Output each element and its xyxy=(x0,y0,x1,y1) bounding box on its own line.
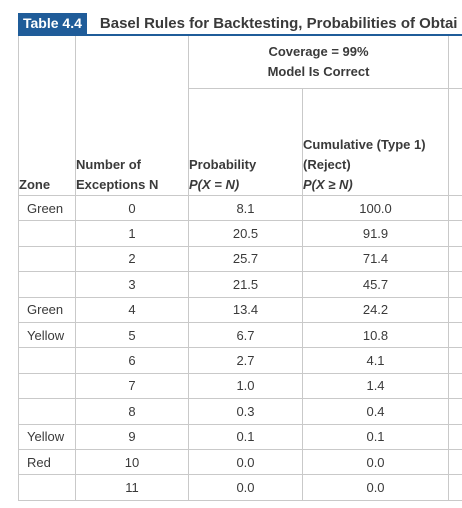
zone-header-label: Zone xyxy=(19,177,51,192)
exceptions-header-line2: Exceptions N xyxy=(76,177,159,192)
exceptions-cell: 0 xyxy=(76,196,189,221)
cumulative-header-line2: (Reject) xyxy=(303,157,351,172)
probability-cell: 0.0 xyxy=(189,475,303,500)
cumulative-cell: 91.9 xyxy=(303,221,449,246)
cumulative-cell: 4.1 xyxy=(303,348,449,373)
zone-cell: Green xyxy=(19,297,76,322)
clipped-cell xyxy=(449,196,462,221)
cumulative-cell: 24.2 xyxy=(303,297,449,322)
table-row xyxy=(19,399,462,424)
exceptions-cell: 9 xyxy=(76,424,189,449)
cumulative-cell: 0.0 xyxy=(303,475,449,500)
table-row xyxy=(19,475,462,500)
clipped-header-cell xyxy=(449,35,462,89)
zone-cell xyxy=(19,246,76,271)
exceptions-cell: 11 xyxy=(76,475,189,500)
zone-cell: Green xyxy=(19,196,76,221)
exceptions-cell: 4 xyxy=(76,297,189,322)
cumulative-cell: 71.4 xyxy=(303,246,449,271)
zone-cell xyxy=(19,475,76,500)
probability-cell: 8.1 xyxy=(189,196,303,221)
table-row xyxy=(19,221,462,246)
probability-cell: 13.4 xyxy=(189,297,303,322)
cumulative-cell: 0.0 xyxy=(303,449,449,474)
zone-cell xyxy=(19,221,76,246)
probability-header xyxy=(189,89,303,196)
table-row xyxy=(19,246,462,271)
zone-cell xyxy=(19,272,76,297)
zone-cell: Red xyxy=(19,449,76,474)
table-row xyxy=(19,449,462,474)
zone-cell: Yellow xyxy=(19,424,76,449)
cumulative-cell: 45.7 xyxy=(303,272,449,297)
zone-cell xyxy=(19,373,76,398)
exceptions-header-line1: Number of xyxy=(76,157,141,172)
table-body xyxy=(19,196,462,501)
probability-cell: 0.0 xyxy=(189,449,303,474)
exceptions-cell: 2 xyxy=(76,246,189,271)
probability-cell: 21.5 xyxy=(189,272,303,297)
clipped-cell xyxy=(449,246,462,271)
table-row xyxy=(19,348,462,373)
table-caption xyxy=(18,12,457,34)
table-row xyxy=(19,272,462,297)
clipped-cell xyxy=(449,348,462,373)
table-row xyxy=(19,196,462,221)
cumulative-header-line3: P(X ≥ N) xyxy=(303,177,353,192)
cumulative-header xyxy=(303,89,449,196)
cumulative-cell: 1.4 xyxy=(303,373,449,398)
clipped-cell xyxy=(449,475,462,500)
backtesting-table xyxy=(18,34,462,501)
clipped-cell xyxy=(449,322,462,347)
coverage-header-line1: Coverage = 99% xyxy=(268,44,369,59)
table-row xyxy=(19,424,462,449)
clipped-cell xyxy=(449,399,462,424)
probability-header-line1: Probability xyxy=(189,157,257,172)
clipped-cell xyxy=(449,373,462,398)
zone-cell xyxy=(19,399,76,424)
clipped-cell xyxy=(449,221,462,246)
exceptions-cell: 6 xyxy=(76,348,189,373)
exceptions-cell: 7 xyxy=(76,373,189,398)
coverage-header xyxy=(189,35,449,89)
exceptions-cell: 5 xyxy=(76,322,189,347)
exceptions-cell: 8 xyxy=(76,399,189,424)
clipped-cell xyxy=(449,424,462,449)
table-title: Basel Rules for Backtesting, Probabilities of Obtai xyxy=(99,14,458,32)
cumulative-header-line1: Cumulative (Type 1) xyxy=(303,137,426,152)
exceptions-cell: 10 xyxy=(76,449,189,474)
exceptions-cell: 3 xyxy=(76,272,189,297)
cumulative-cell: 0.1 xyxy=(303,424,449,449)
probability-cell: 0.1 xyxy=(189,424,303,449)
table-number-badge: Table 4.4 xyxy=(18,13,87,34)
probability-cell: 2.7 xyxy=(189,348,303,373)
zone-cell xyxy=(19,348,76,373)
clipped-cell xyxy=(449,297,462,322)
zone-cell: Yellow xyxy=(19,322,76,347)
clipped-header-cell xyxy=(449,89,462,196)
cumulative-cell: 0.4 xyxy=(303,399,449,424)
coverage-header-line2: Model Is Correct xyxy=(267,64,370,79)
probability-cell: 25.7 xyxy=(189,246,303,271)
table-row xyxy=(19,373,462,398)
probability-cell: 6.7 xyxy=(189,322,303,347)
clipped-cell xyxy=(449,449,462,474)
table-row xyxy=(19,322,462,347)
probability-header-line2: P(X = N) xyxy=(189,177,240,192)
probability-cell: 0.3 xyxy=(189,399,303,424)
table-row xyxy=(19,297,462,322)
zone-header xyxy=(19,35,76,196)
exceptions-header xyxy=(76,35,189,196)
probability-cell: 1.0 xyxy=(189,373,303,398)
exceptions-cell: 1 xyxy=(76,221,189,246)
cumulative-cell: 10.8 xyxy=(303,322,449,347)
probability-cell: 20.5 xyxy=(189,221,303,246)
cumulative-cell: 100.0 xyxy=(303,196,449,221)
clipped-cell xyxy=(449,272,462,297)
